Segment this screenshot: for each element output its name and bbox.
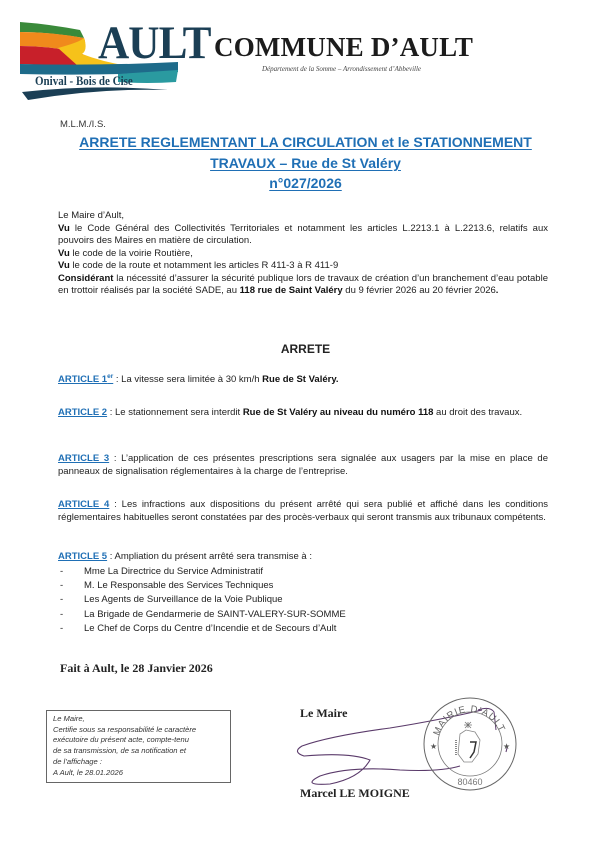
article-5-label: ARTICLE 5 [58, 551, 108, 562]
document-title-line-3: n°027/2026 [269, 175, 342, 191]
done-at-line: Fait à Ault, le 28 Janvier 2026 [60, 661, 213, 675]
article-2-bold: Rue de St Valéry au niveau du numéro 118 [242, 407, 434, 418]
logo-word: AULT [98, 17, 211, 69]
vu-keyword: Vu [58, 222, 70, 234]
article-4: ARTICLE 4 : Les infractions aux dispositions du présent arrêté qui sera publié et affiché dans les conditions réglementaires habituelles seront constatées par des procès-verbaux qui seront transmis aux tribunaux compétents. [58, 499, 548, 523]
article-4-label: ARTICLE 4 [58, 499, 110, 510]
considerant-dates: du 9 février 2026 au 20 février 2026 [342, 285, 496, 296]
stamp-icon [420, 694, 520, 794]
mairie-stamp [420, 694, 520, 794]
article-1: ARTICLE 1er : La vitesse sera limitée à 30 km/h Rue de St Valéry. [58, 372, 339, 385]
article-3: ARTICLE 3 : L’application de ces présentes prescriptions sera signalée aux usagers par la mise en place de panneaux de signalisation réglementaires à la charge de l’entreprise. [58, 453, 548, 477]
arrete-heading: ARRETE [280, 342, 331, 356]
considerant-address: 118 rue de Saint Valéry [239, 285, 343, 296]
article-2: ARTICLE 2 : Le stationnement sera interdit Rue de St Valéry au niveau du numéro 118 au droit des travaux. [58, 407, 523, 418]
list-item: - Le Chef de Corps du Centre d’Incendie et de Secours d’Ault [60, 622, 337, 634]
article-5-text: Ampliation du présent arrêté sera transmise à : [114, 551, 312, 562]
commune-subtitle: Département de la Somme – Arrondissement d’Abbeville [262, 65, 422, 73]
preamble-vu-voirie [58, 248, 548, 261]
article-1-bold: Rue de St Valéry. [262, 374, 339, 385]
article-3-text: L’application de ces présentes prescriptions sera signalée aux usagers par la mise en place de panneaux de signalisation réglementaires à la charge de l’entreprise. [58, 453, 548, 477]
article-1-text: La vitesse sera limitée à 30 km/h [121, 374, 263, 385]
certification-line: de l’affichage : [53, 756, 102, 766]
preamble-vu-cgct [58, 223, 548, 248]
certification-line: Le Maire, [53, 714, 85, 723]
article-5: ARTICLE 5 : Ampliation du présent arrêté sera transmise à : [58, 551, 312, 562]
certification-line: Certifie sous sa responsabilité le caractère [53, 724, 197, 734]
document-title-line-1: ARRETE REGLEMENTANT LA CIRCULATION et le STATIONNEMENT [79, 134, 532, 150]
article-2-text-after: au droit des travaux. [433, 407, 523, 418]
certification-box [46, 710, 231, 783]
signatory-name: Marcel LE MOIGNE [300, 786, 410, 800]
article-2-text: Le stationnement sera interdit [115, 407, 243, 418]
signatory-role: Le Maire [300, 706, 348, 720]
stamp-text: MAIRIE D’AULT [431, 703, 508, 738]
preamble-vu-route [58, 260, 548, 273]
document-reference: M.L.M./I.S. [60, 119, 106, 130]
article-2-label: ARTICLE 2 [58, 407, 108, 418]
list-item: - M. Le Responsable des Services Techniques [60, 580, 274, 592]
considerant-text: la nécessité d’assurer la sécurité publique lors de travaux de création d’un branchement d’eau potable en trottoir réalisés par la société SADE, au [58, 272, 548, 296]
vu-text: le Code Général des Collectivités Territoriales et notamment les articles L.2213.1 à L.2213.6, relatifs aux pouvoirs des Maires en matière de circulation. [58, 222, 548, 246]
preamble [58, 210, 548, 298]
list-item: - La Brigade de Gendarmerie de SAINT-VALERY-SUR-SOMME [60, 608, 346, 620]
stamp-code: 80460 [457, 777, 483, 787]
certification-line: exécutoire du présent acte, compte-tenu [53, 735, 189, 745]
vu-keyword: Vu [58, 247, 70, 259]
commune-title: COMMUNE D’AULT [214, 32, 474, 62]
vu-keyword: Vu [58, 260, 70, 271]
list-item: - Mme La Directrice du Service Administratif [60, 566, 263, 577]
logo-subtitle: Onival - Bois de Cise [35, 74, 133, 88]
certification-line: A Ault, le 28.01.2026 [53, 767, 123, 777]
considerant-keyword: Considérant [58, 272, 114, 284]
document-title-line-2: TRAVAUX – Rue de St Valéry [210, 155, 401, 171]
vu-text: le code de la voirie Routière, [69, 247, 193, 259]
vu-text: le code de la route et notamment les articles R 411-3 à R 411-9 [69, 260, 339, 271]
svg-text:MAIRIE D’AULT [431, 704, 507, 737]
article-4-text: Les infractions aux dispositions du présent arrêté qui sera publié et affiché dans les conditions réglementaires habituelles seront constatées par des procès-verbaux qui seront transmis aux tribunaux compétents. [58, 499, 548, 523]
svg-text:★: ★ [430, 742, 438, 751]
article-3-label: ARTICLE 3 [58, 453, 110, 464]
considerant-end: . [495, 285, 499, 296]
certification-line: de sa transmission, de sa notification et [53, 746, 186, 756]
list-item: - Les Agents de Surveillance de la Voie Publique [60, 594, 283, 606]
preamble-intro: Le Maire d’Ault, [58, 210, 125, 221]
commune-logo [18, 17, 211, 100]
svg-text:★: ★ [503, 742, 511, 751]
article-1-label: ARTICLE 1er [58, 372, 114, 385]
preamble-considerant [58, 273, 548, 298]
recipients-list [60, 565, 510, 636]
